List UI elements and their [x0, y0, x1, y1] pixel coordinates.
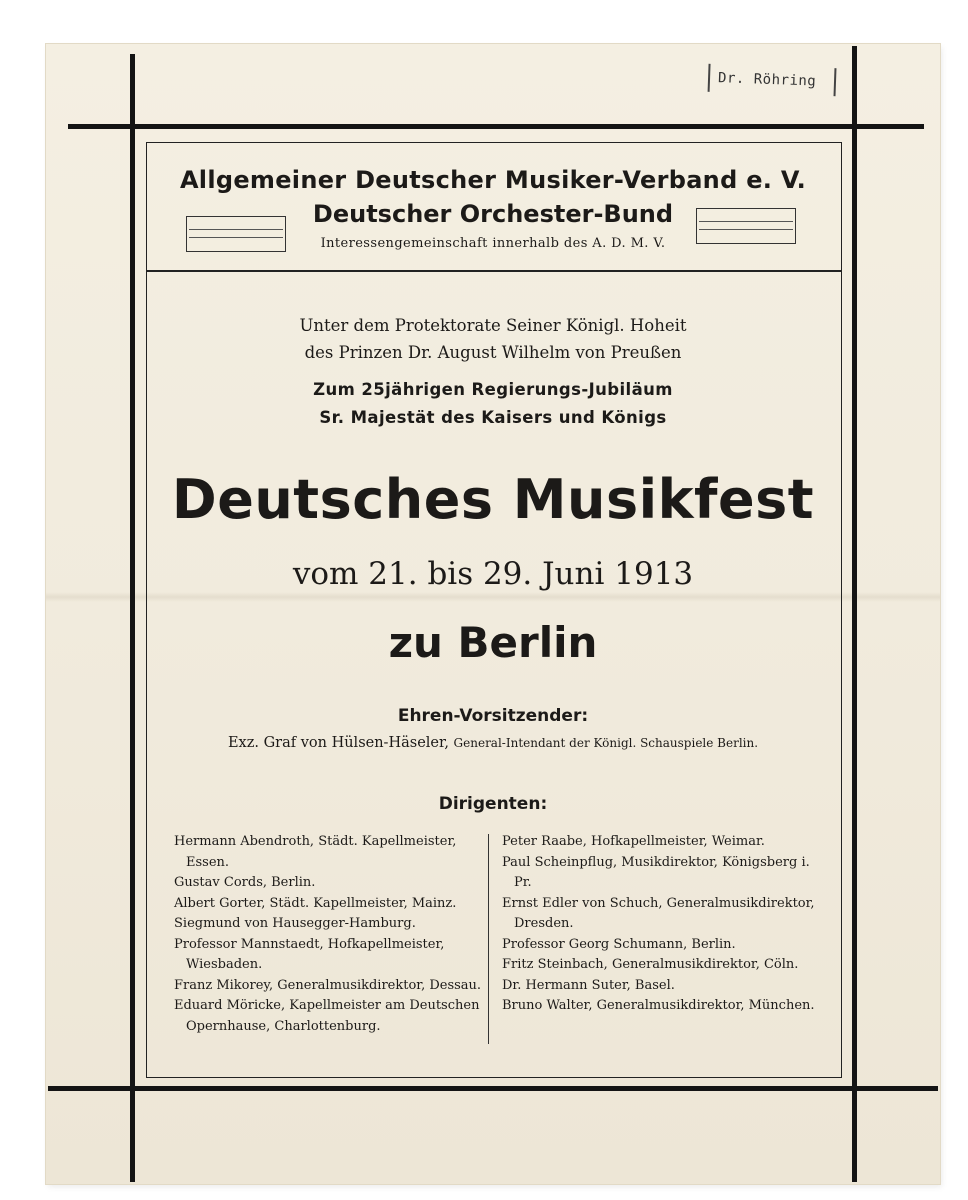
- jubilee-line-1: Zum 25jährigen Regierungs-Jubiläum: [313, 380, 673, 399]
- protectorate-line-2: des Prinzen Dr. August Wilhelm von Preußen: [304, 343, 682, 362]
- conductor-entry: Franz Mikorey, Generalmusikdirektor, Dessau.: [174, 977, 482, 993]
- event-city: zu Berlin: [388, 618, 598, 667]
- org-name: Allgemeiner Deutscher Musiker-Verband e. V.: [179, 166, 807, 194]
- conductor-entry: Bruno Walter, Generalmusikdirektor, München.: [502, 998, 815, 1013]
- conductor-entry: Paul Scheinpflug, Musikdirektor, Königsberg i. Pr.: [502, 854, 810, 890]
- protectorate-line-1: Unter dem Protektorate Seiner Königl. Hoheit: [299, 316, 687, 335]
- conductors-left-column: [174, 832, 484, 1037]
- header-divider: [146, 270, 842, 272]
- conductor-entry: Peter Raabe, Hofkapellmeister, Weimar.: [502, 834, 765, 849]
- conductor-entry: Fritz Steinbach, Generalmusikdirektor, Cöln.: [502, 957, 799, 972]
- border-line-top: [68, 124, 924, 129]
- honorary-name: Exz. Graf von Hülsen-Häseler,: [227, 735, 449, 751]
- conductor-entry: Professor Mannstaedt, Hofkapellmeister, Wiesbaden.: [174, 936, 445, 972]
- conductor-entry: Dr. Hermann Suter, Basel.: [502, 977, 675, 993]
- column-divider: [488, 834, 489, 1044]
- event-title: Deutsches Musikfest: [171, 468, 815, 531]
- honorary-heading: Ehren-Vorsitzender:: [397, 706, 589, 726]
- honorary-chair: [146, 735, 840, 751]
- border-line-bottom: [48, 1086, 938, 1091]
- stamp-text: Dr. Röhring: [717, 70, 817, 90]
- org-note: Interessengemeinschaft innerhalb des A. D. M. V.: [320, 236, 666, 251]
- conductor-entry: Eduard Möricke, Kapellmeister am Deutschen Opernhause, Charlottenburg.: [174, 998, 480, 1034]
- jubilee-line-2: Sr. Majestät des Kaisers und Königs: [319, 408, 667, 427]
- conductor-entry: Professor Georg Schumann, Berlin.: [502, 936, 736, 952]
- honorary-role: General-Intendant der Königl. Schauspiele Berlin.: [453, 736, 759, 750]
- conductors-right-column: [502, 832, 822, 1017]
- conductors-heading: Dirigenten:: [438, 794, 548, 814]
- conductor-entry: Hermann Abendroth, Städt. Kapellmeister, Essen.: [174, 834, 457, 870]
- conductor-entry: Albert Gorter, Städt. Kapellmeister, Mainz.: [174, 895, 457, 911]
- border-line-right: [852, 46, 857, 1182]
- org-subname: Deutscher Orchester-Bund: [312, 200, 674, 228]
- border-line-left: [130, 54, 135, 1182]
- event-dates: vom 21. bis 29. Juni 1913: [292, 556, 694, 592]
- conductor-entry: Gustav Cords, Berlin.: [174, 875, 316, 890]
- conductor-entry: Ernst Edler von Schuch, Generalmusikdirektor, Dresden.: [502, 895, 815, 931]
- conductor-entry: Siegmund von Hausegger-Hamburg.: [174, 916, 416, 931]
- owner-stamp: [705, 62, 838, 101]
